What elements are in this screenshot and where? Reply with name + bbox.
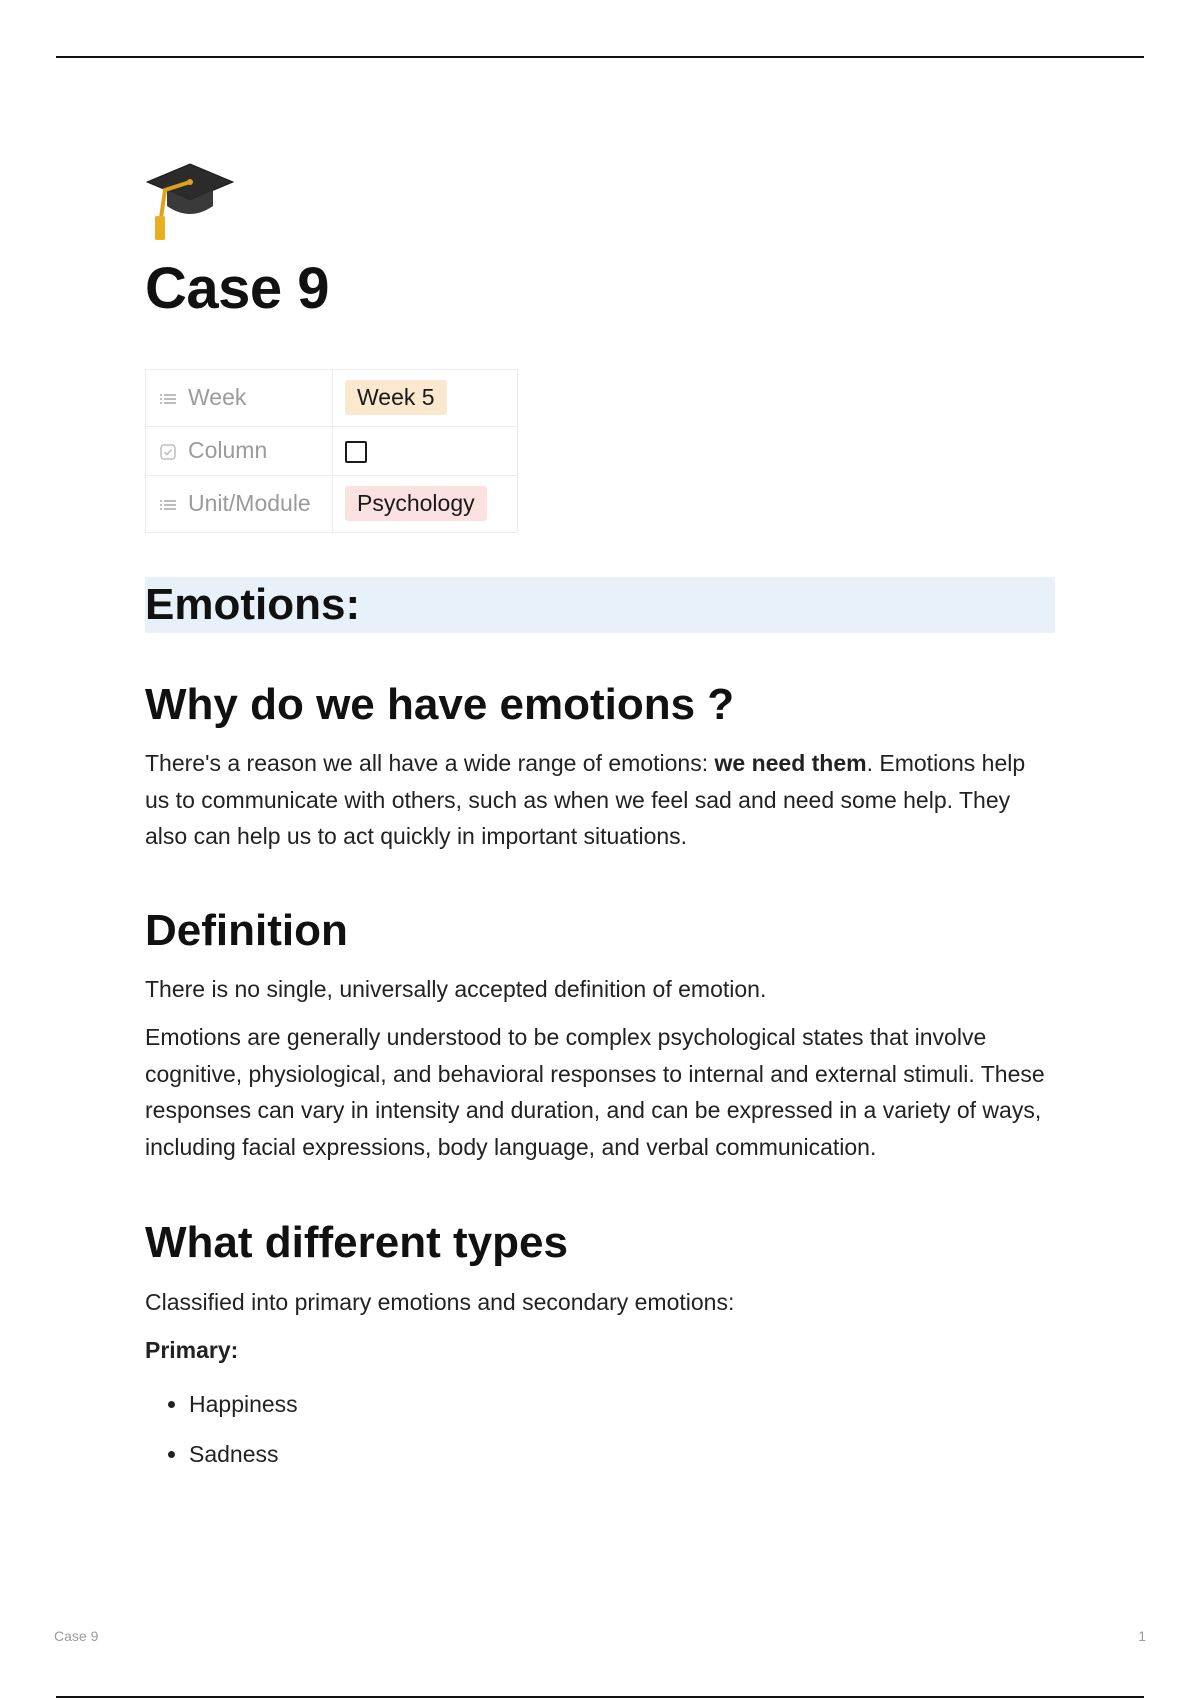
heading-emotions: Emotions: [145, 577, 1055, 633]
property-value-column [333, 426, 518, 475]
property-name-column[interactable] [146, 426, 333, 475]
page-number: 1 [1138, 1628, 1146, 1644]
property-label: Week [188, 384, 247, 411]
primary-list [145, 1379, 1055, 1479]
property-row-week [146, 369, 518, 426]
list-icon [158, 389, 178, 409]
heading-why-emotions: Why do we have emotions ? [145, 679, 735, 729]
property-row-unit-module [146, 475, 518, 532]
bottom-rule [56, 1696, 1144, 1698]
unit-module-tag: Psychology [345, 486, 487, 521]
property-label: Column [188, 437, 268, 464]
properties-table [145, 369, 518, 533]
page-title: Case 9 [145, 256, 330, 321]
list-item: • Happiness [189, 1379, 1055, 1429]
property-name-unit-module[interactable] [146, 475, 333, 532]
footer-title: Case 9 [54, 1628, 99, 1644]
definition-paragraph-2: Emotions are generally understood to be complex psychological states that involve cognitive, physiological, and behavioral responses to internal and external stimuli. These responses can vary in intensity and duration, and can be expressed in a variety of ways, including facial expressions, body language, and verbal communication. [145, 1024, 1045, 1160]
page-content [145, 160, 1055, 1479]
why-text-bold: we need them [714, 750, 867, 777]
primary-label: Primary: [145, 1337, 239, 1364]
property-name-week[interactable] [146, 369, 333, 426]
property-value-unit-module[interactable] [333, 475, 518, 532]
top-rule [56, 56, 1144, 58]
property-value-week[interactable] [333, 369, 518, 426]
column-checkbox[interactable] [345, 441, 367, 463]
property-row-column [146, 426, 518, 475]
heading-definition: Definition [145, 905, 348, 955]
definition-paragraph-1: There is no single, universally accepted definition of emotion. [145, 975, 767, 1002]
list-icon [158, 495, 178, 515]
heading-types: What different types [145, 1218, 568, 1268]
why-text-end: . Emotions help us to communicate with others, such as when we feel sad and need some help. They also can help us to act quickly in important situations. [145, 750, 1026, 850]
why-paragraph [145, 745, 1055, 855]
property-label: Unit/Module [188, 490, 311, 517]
week-tag: Week 5 [345, 380, 447, 415]
why-text-start: There's a reason we all have a wide range of emotions: [145, 750, 715, 777]
graduation-cap-icon [145, 160, 235, 244]
checkbox-icon [158, 442, 178, 462]
types-intro: Classified into primary emotions and secondary emotions: [145, 1288, 735, 1315]
list-item: • Sadness [189, 1429, 1055, 1479]
